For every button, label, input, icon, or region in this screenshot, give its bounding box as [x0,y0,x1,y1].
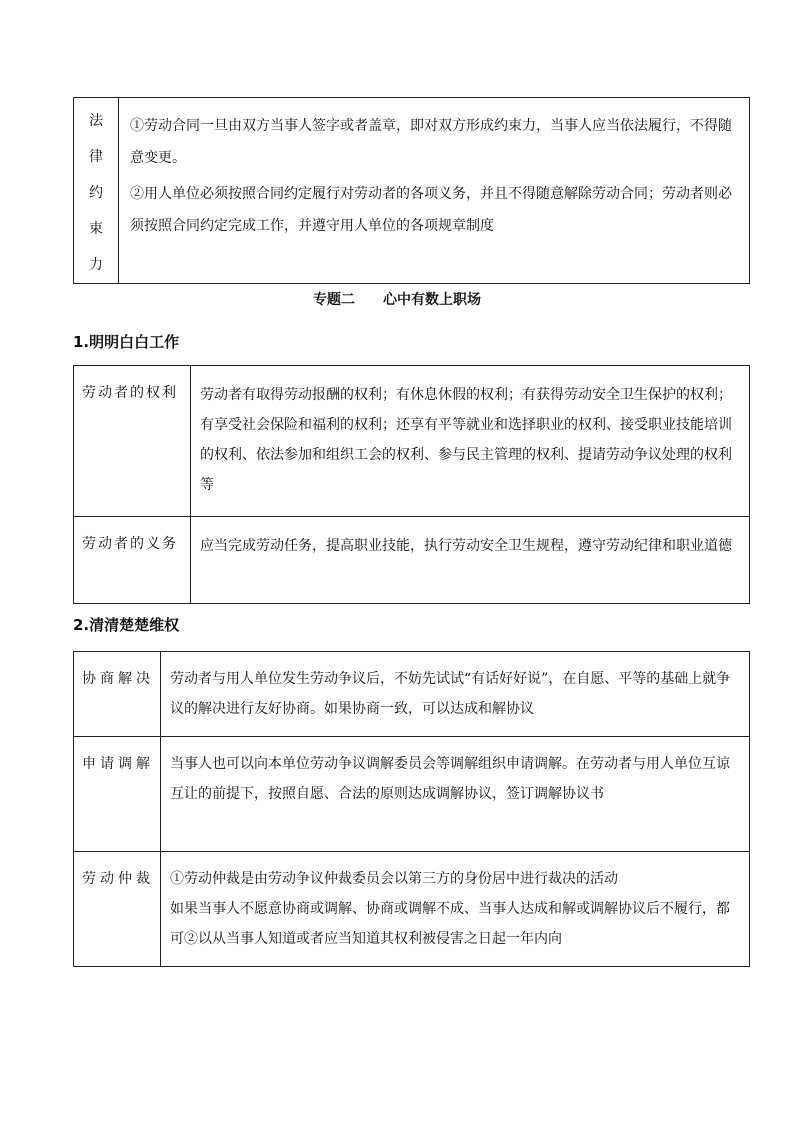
section-title: 2.清清楚楚维权 [73,616,180,634]
content-paragraph: ②用人单位必须按照合同约定履行对劳动者的各项义务，并且不得随意解除劳动合同；劳动者则必须按照合同约定完成工作，并遵守用人单位的各项规章制度 [130,186,732,234]
content-paragraph: ①劳动合同一旦由双方当事人签字或者盖章，即对双方形成约束力，当事人应当依法履行，不得随意变更。 [130,118,732,166]
row-content [161,652,750,737]
row-label: 劳动者的权利 [74,366,191,517]
section-title: 1.明明白白工作 [73,333,180,351]
row-content [161,737,750,852]
rights-duties-table [73,365,750,604]
table-row [74,852,750,967]
content-paragraph: ①劳动仲裁是由劳动争议仲裁委员会以第三方的身份居中进行裁决的活动 [170,871,618,887]
content-paragraph: 当事人也可以向本单位劳动争议调解委员会等调解组织申请调解。在劳动者与用人单位互谅互让的前提下，按照自愿、合法的原则达成调解协议，签订调解协议书 [170,756,730,802]
label-char: 力 [89,257,103,273]
row-label: 申请调解 [74,737,161,852]
legal-binding-table [73,97,750,284]
row-content [119,98,750,284]
dispute-resolution-table [73,651,750,967]
label-char: 束 [89,221,103,237]
table-row [74,517,750,604]
row-label: 劳动者的义务 [74,517,191,604]
row-content: 应当完成劳动任务，提高职业技能，执行劳动安全卫生规程，遵守劳动纪律和职业道德 [191,517,750,604]
table-row [74,737,750,852]
label-char: 法 [89,113,103,129]
row-label: 协商解决 [74,652,161,737]
table-row [74,652,750,737]
row-content [161,852,750,967]
row-label: 劳动仲裁 [74,852,161,967]
content-paragraph: 如果当事人不愿意协商或调解、协商或调解不成、当事人达成和解或调解协议后不履行，都可②以从当事人知道或者应当知道其权利被侵害之日起一年内向 [170,901,730,947]
topic-heading: 专题二 心中有数上职场 [313,292,481,308]
table-row [74,98,750,284]
label-char: 律 [89,149,103,165]
row-content: 劳动者有取得劳动报酬的权利；有休息休假的权利；有获得劳动安全卫生保护的权利；有享受社会保险和福利的权利；还享有平等就业和选择职业的权利、接受职业技能培训的权利、依法参加和组织工会的权利、参与民主管理的权利、提请劳动争议处理的权利等 [191,366,750,517]
label-char: 约 [89,185,103,201]
row-label [74,98,119,284]
content-paragraph: 劳动者与用人单位发生劳动争议后，不妨先试试“有话好好说”，在自愿、平等的基础上就争议的解决进行友好协商。如果协商一致，可以达成和解协议 [170,671,731,717]
table-row [74,366,750,517]
